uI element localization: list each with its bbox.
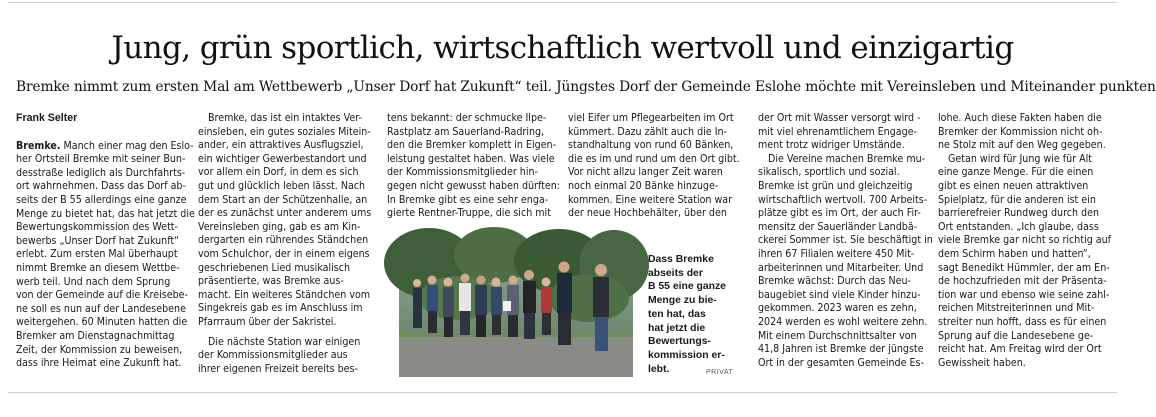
column-line: kümmert. Dazu zählt auch die In- [568,125,727,138]
column-line-text: Manch einer mag den Eslo- [60,139,194,152]
text-column-2 [198,112,372,376]
column-line: ment trotz widriger Umstände. [758,139,905,152]
column-line: dem Schirm haben und hatten“, [938,247,1091,260]
column-line: 41,8 Jahren ist Bremke der jüngste [758,343,924,356]
column-line: kommen. Eine weitere Station war [568,193,733,206]
author-byline: Frank Selter [16,112,78,124]
column-line: gierte Rentner-Truppe, die sich mit [387,207,551,220]
column-line: standhaltung von rund 60 Bänken, [568,139,734,152]
column-line: ne Stolz mit auf den Weg gegeben. [938,139,1106,152]
column-line: weitergehen. 60 Minuten hatten die [16,316,188,329]
top-rule [8,2,1117,3]
column-line: Menge zu bietet hat, das hat jetzt die [16,207,195,220]
column-line: reicht hat. Am Freitag wird der Ort [938,343,1102,356]
column-line: lohe. Auch diese Fakten haben die [938,112,1102,124]
article-photo [399,243,633,377]
column-line: Ort entstanden. „Ich glaube, dass [938,220,1099,233]
column-line: Ort in der gesamten Gemeinde Es- [758,356,924,369]
column-line: werb teil. Und nach dem Sprung [16,275,171,288]
column-line: ein wichtiger Gewerbestandort und [198,152,367,165]
text-column-1 [16,112,195,371]
column-line: der es zunächst unter anderem ums [198,207,372,220]
column-line: tens bekannt: der schmucke Ilpe- [387,112,547,124]
column-line: vom Schulchor, der in einem eigens [198,247,370,260]
column-line: der Kommissionsmitglieder aus [198,349,348,362]
caption-line: hat jetzt die [648,322,706,334]
column-line: ort wahrnehmen. Dass das Dorf ab- [16,180,186,193]
column-line: geschriebenen Lied musikalisch [198,261,351,274]
column-line: den die Bremker komplett in Eigen- [387,139,557,152]
column-line: gibt es einen neuen attraktiven [938,179,1089,192]
column-line: viel Eifer um Pflegearbeiten im Ort [568,112,734,124]
column-line: einsleben, ein gutes soziales Mitein- [198,125,371,138]
column-line: sagt Benedikt Hümmler, der am En- [938,261,1110,274]
text-column-4 [568,112,740,221]
column-line: vor allem ein Dorf, in dem es sich [198,166,359,179]
text-column-6 [938,112,1110,370]
column-line [16,139,194,154]
column-line: mensitz der Sauerländer Landbä- [758,220,918,233]
bottom-rule [8,392,1117,393]
column-line: gegen nicht gewusst haben dürften: [387,179,560,192]
caption-line: ten hat, das [648,308,706,320]
caption-line: abseits der [648,267,703,279]
column-line: erlebt. Zum ersten Mal überhaupt [16,248,178,261]
dateline: Bremke. [16,139,61,152]
column-line: mit viel ehrenamtlichem Engage- [758,125,917,138]
column-line: dass ihre Heimat eine Zukunft hat. [16,357,182,370]
column-line: Zeit, der Kommission zu beweisen, [16,343,183,356]
caption-line: B 55 eine ganze [648,281,726,293]
column-line: Bewertungskommission des Wett- [16,221,178,234]
column-line: Rastplatz am Sauerland-Radring, [387,125,545,138]
column-line: arbeiterinnen und Mitarbeiter. Und [758,261,924,274]
column-line: desstraße lediglich als Durchfahrts- [16,166,186,179]
caption-line: Menge zu bie- [648,295,717,307]
column-line: gekommen. 2023 waren es zehn, [758,302,917,315]
column-line: plätze gibt es im Ort, der auch Fir- [758,207,921,220]
column-line: reichen Mitstreiterinnen und Mit- [938,302,1095,315]
column-line: Bremker der Kommission nicht oh- [938,125,1103,138]
column-line: gut und glücklich leben lässt. Nach [198,179,366,192]
column-line: Bremke, das ist ein intaktes Ver- [208,112,362,124]
caption-line: kommission er- [648,349,725,361]
column-line: ander, ein attraktives Ausflugsziel, [198,139,364,152]
column-line: her Ortsteil Bremke mit seiner Bun- [16,153,186,166]
column-line: Die nächste Station war einigen [208,335,361,348]
photo-caption [648,253,728,376]
column-line: Bremke ist grün und gleichzeitig [758,179,913,192]
column-line: In Bremke gibt es eine sehr enga- [387,193,549,206]
column-line: Getan wird für Jung wie für Alt [948,152,1093,165]
column-line: von der Gemeinde auf die Kreisebe- [16,289,188,302]
column-line: Bremke wächst: Durch das Neu- [758,275,911,288]
column-line: ne soll es nun auf der Landesebene [16,302,186,315]
column-line: baugebiet sind viele Kinder hinzu- [758,288,921,301]
column-line: de hochzufrieden mit der Präsenta- [938,275,1107,288]
column-line: eine ganze Menge. Für die einen [938,166,1094,179]
caption-line: Bewertungs- [648,336,711,348]
column-line: tion war und ebenso wie seine zahl- [938,288,1110,301]
caption-line: Dass Bremke [648,254,714,265]
column-line: der Ort mit Wasser versorgt wird - [758,112,921,124]
column-line: nimmt Bremke an diesem Wettbe- [16,261,180,274]
column-line: Vor nicht allzu langer Zeit waren [568,166,723,179]
column-line: Pfarrraum über der Sakristei. [198,315,337,328]
column-line: Mit einem Durchschnittsalter von [758,329,917,342]
column-line: macht. Ein weiteres Ständchen vom [198,288,371,301]
column-line: ihren 67 Filialen weitere 450 Mit- [758,247,915,260]
headline: Jung, grün sportlich, wirtschaftlich wertvoll und einzigartig [111,30,1014,66]
column-line: Die Vereine machen Bremke mu- [768,152,926,165]
column-line: Singekreis gab es im Anschluss im [198,302,363,315]
column-line: Sprung auf die Landesebene ge- [938,329,1094,342]
column-line: leistung gestaltet haben. Was viele [387,152,555,165]
column-line: wirtschaftlich wertvoll. 700 Arbeits- [758,193,928,206]
subheadline: Bremke nimmt zum ersten Mal am Wettbewerb „Unser Dorf hat Zukunft“ teil. Jüngstes Dorf der Gemeinde Eslohe möchte mit Vereinsleben und Miteinander punkten [16,79,1156,95]
column-line: der neue Hochbehälter, über den [568,207,727,220]
column-line: seits der B 55 allerdings eine ganze [16,193,187,206]
column-line: Vereinsleben ging, gab es am Kin- [198,220,361,233]
photo-credit: PRIVAT [706,369,734,376]
column-line: der Kommissionsmitglieder hin- [387,166,538,179]
column-line: noch einmal 20 Bänke hinzuge- [568,179,719,192]
column-line: Gewissheit haben. [938,356,1026,369]
column-line: barrierefreier Rundweg durch den [938,207,1100,220]
column-line: ihrer eigenen Freizeit bereits bes- [198,362,358,375]
text-column-3 [387,112,559,221]
column-line: dergarten ein rührendes Ständchen [198,234,369,247]
column-line: die es im und rund um den Ort gibt. [568,152,740,165]
text-column-5 [758,112,933,370]
column-line: Bremker am Dienstagnachmittag [16,329,175,342]
column-line: präsentierte, was Bremke aus- [198,275,344,288]
column-line: Spielplatz, für die anderen ist ein [938,193,1096,206]
column-line: bewerbs „Unser Dorf hat Zukunft“ [16,234,180,247]
column-line: ckerei Sommer ist. Sie beschäftigt in [758,234,933,247]
column-line: streiter nun hofft, dass es für einen [938,315,1107,328]
caption-line: lebt. [648,363,670,375]
column-line: dem Start an der Schützenhalle, an [198,193,368,206]
column-line: sikalisch, sportlich und sozial. [758,166,900,179]
column-line: viele Bremke gar nicht so richtig auf [938,234,1112,247]
column-line: 2024 werden es wohl weitere zehn. [758,315,928,328]
